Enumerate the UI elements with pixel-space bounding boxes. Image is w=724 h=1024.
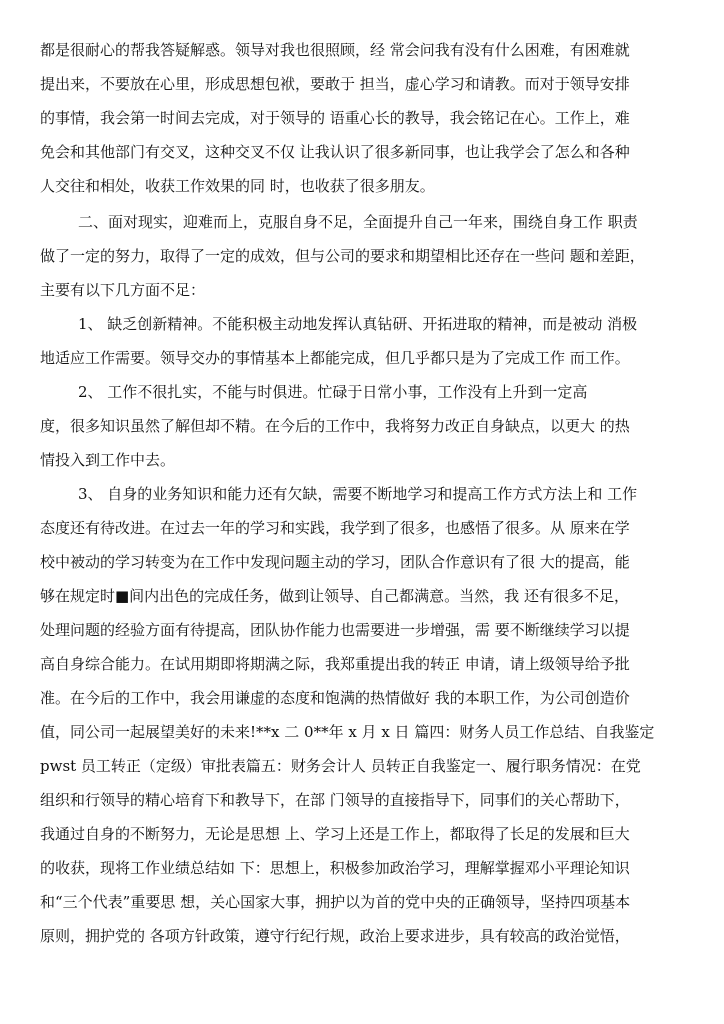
text-line-27: 原则，拥护党的 各项方针政策，遵守行纪行规，政治上要求进步，具有较高的政治觉悟，	[40, 927, 630, 945]
text-line-7: 做了一定的努力，取得了一定的成效，但与公司的要求和期望相比还存在一些问 题和差距，	[40, 247, 645, 265]
text-line-18: 处理问题的经验方面有待提高，团队协作能力也需要进一步增强，需 要不断继续学习以提	[40, 621, 630, 639]
text-line-3: 的事情，我会第一时间去完成，对于领导的 语重心长的教导，我会铭记在心。工作上，难	[40, 109, 630, 127]
text-line-1: 都是很耐心的帮我答疑解惑。领导对我也很照顾，经 常会问我有没有什么困难，有困难就	[40, 41, 630, 59]
text-line-5: 人交往和相处，收获工作效果的同 时，也收获了很多朋友。	[40, 177, 435, 195]
text-line-9: 1、 缺乏创新精神。不能积极主动地发挥认真钻研、开拓进取的精神，而是被动 消极	[78, 315, 638, 333]
text-line-22: pwst 员工转正（定级）审批表篇五：财务会计人 员转正自我鉴定一、履行职务情况：在党	[40, 757, 641, 775]
text-line-17: 够在规定时■间内出色的完成任务，做到让领导、自己都满意。当然，我 还有很多不足，	[40, 587, 629, 605]
text-line-15: 态度还有待改进。在过去一年的学习和实践，我学到了很多，也感悟了很多。从 原来在学	[40, 519, 630, 537]
text-line-24: 我通过自身的不断努力，无论是思想 上、学习上还是工作上，都取得了长足的发展和巨大	[40, 825, 630, 843]
text-line-26: 和“三个代表”重要思 想，关心国家大事，拥护以为首的党中央的正确领导，坚持四项基本	[40, 893, 631, 911]
text-line-11: 2、 工作不很扎实，不能与时俱进。忙碌于日常小事，工作没有上升到一定高	[78, 383, 588, 401]
text-line-19: 高自身综合能力。在试用期即将期满之际，我郑重提出我的转正 申请，请上级领导给予批	[40, 655, 630, 673]
text-line-21: 值，同公司一起展望美好的未来!**x 二 0**年 x 月 x 日 篇四：财务人员工作总结、自我鉴定	[40, 723, 655, 741]
text-line-12: 度，很多知识虽然了解但却不精。在今后的工作中，我将努力改正自身缺点，以更大 的热	[40, 417, 630, 435]
text-line-23: 组织和行领导的精心培育下和教导下，在部 门领导的直接指导下，同事们的关心帮助下，	[40, 791, 630, 809]
text-line-25: 的收获，现将工作业绩总结如 下：思想上，积极参加政治学习，理解掌握邓小平理论知识	[40, 859, 630, 877]
text-line-20: 准。在今后的工作中，我会用谦虚的态度和饱满的热情做好 我的本职工作，为公司创造价	[40, 689, 630, 707]
text-line-8: 主要有以下几方面不足：	[40, 281, 206, 299]
text-line-6: 二、面对现实，迎难而上，克服自身不足，全面提升自己一年来，围绕自身工作 职责	[78, 213, 638, 231]
text-line-4: 免会和其他部门有交叉，这种交叉不仅 让我认识了很多新同事，也让我学会了怎么和各种	[40, 143, 630, 161]
text-line-10: 地适应工作需要。领导交办的事情基本上都能完成，但几乎都只是为了完成工作 而工作。	[40, 349, 630, 367]
text-line-13: 情投入到工作中去。	[40, 451, 176, 469]
text-line-14: 3、 自身的业务知识和能力还有欠缺，需要不断地学习和提高工作方式方法上和 工作	[78, 485, 638, 503]
text-line-16: 校中被动的学习转变为在工作中发现问题主动的学习，团队合作意识有了很 大的提高，能	[40, 553, 630, 571]
text-line-2: 提出来，不要放在心里，形成思想包袱，要敢于 担当，虚心学习和请教。而对于领导安排	[40, 75, 630, 93]
